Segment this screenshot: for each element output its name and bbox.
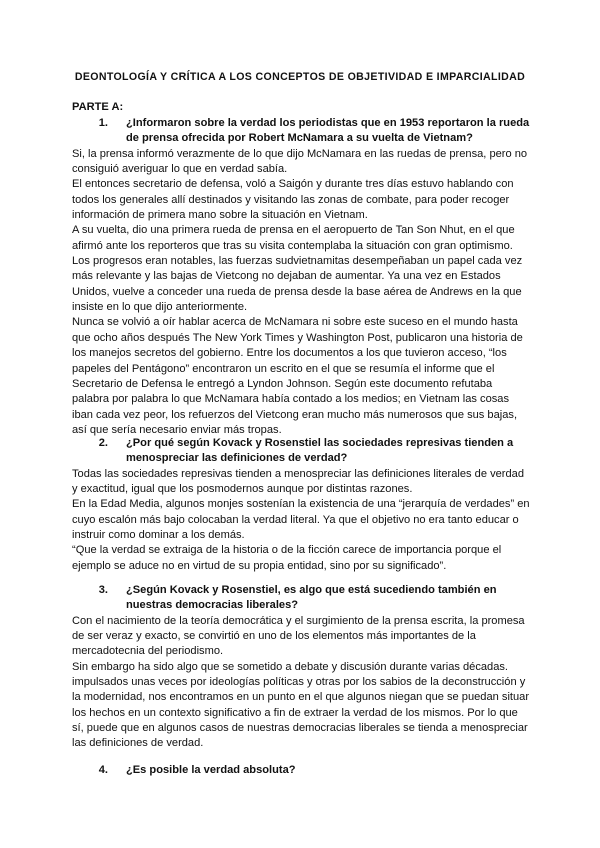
question-heading: [72, 583, 542, 614]
answer-paragraph: El entonces secretario de defensa, voló a Saigón y durante tres días estuvo hablando con todos los generales allí destinados y visitando las zonas de combate, para poder recoger información de primera mano sobre la situación en Vietnam.: [72, 178, 514, 222]
answer: [72, 467, 542, 574]
answer: [72, 147, 542, 439]
answer-paragraph: Todas las sociedades represivas tienden a menospreciar las definiciones literales de verdad y exactitud, igual que los posmodernos aunque por distintas razones.: [72, 467, 525, 496]
question-block-4: [72, 763, 542, 778]
answer-paragraph: En la Edad Media, algunos monjes sostenían la existencia de una “jerarquía de verdades” en cuyo escalón más bajo colocaban la verdad literal. Ya que el objetivo no era tanto educar o instruir como dominar a los demás.: [72, 498, 530, 542]
document-title: DEONTOLOGÍA Y CRÍTICA A LOS CONCEPTOS DE OBJETIVIDAD E IMPARCIALIDAD: [74, 71, 526, 83]
question-heading: [72, 436, 542, 467]
question-number: 2.: [98, 437, 108, 449]
answer-paragraph: Si, la prensa informó verazmente de lo que dijo McNamara en las ruedas de prensa, pero no consiguió averiguar lo que en verdad sabía.: [72, 147, 528, 176]
answer-paragraph: Sin embargo ha sido algo que se sometido a debate y discusión durante varias décadas. impulsados unas veces por ideologías políticas y otras por los sabios de la deconstrucción y la modernidad, nos encontramos en un punto en el que algunos niegan que se puedan situar los hechos en un contexto significativo a fin de extraer la verdad de los mismos. Por lo que sí, puede que en algunos casos de nuestras democracias liberales se tienda a menospreciar las definiciones de verdad.: [72, 660, 530, 750]
question-number: 4.: [98, 764, 108, 776]
question-text: ¿Por qué según Kovack y Rosenstiel las sociedades represivas tienden a menospreciar las definiciones de verdad?: [126, 437, 514, 465]
question-text: ¿Según Kovack y Rosenstiel, es algo que está sucediendo también en nuestras democracias liberales?: [126, 584, 497, 612]
question-block-1: [72, 116, 542, 438]
answer-paragraph: Con el nacimiento de la teoría democrática y el surgimiento de la prensa escrita, la promesa de ser veraz y exacto, se convirtió en uno de los elementos más importantes de la mercadotecnia del periodismo.: [72, 614, 525, 658]
answer-paragraph: Nunca se volvió a oír hablar acerca de McNamara ni sobre este suceso en el mundo hasta que ocho años después The New York Times y Washington Post, publicaron una historia de los manejos secretos del gobierno. Entre los documentos a los que tuvieron acceso, “los papeles del Pentágono” encontraron un escrito en el que se resumía el informe que el Secretario de Defensa le entregó a Lyndon Johnson. Según este documento refutaba palabra por palabra lo que McNamara había contado a los medios; en Vietnam las cosas iban cada vez peor, los refuerzos del Vietcong eran mucho más numerosos que sus bajas, así que sería necesario enviar más tropas.: [72, 316, 523, 436]
question-text: ¿Informaron sobre la verdad los periodistas que en 1953 reportaron la rueda de prensa ofrecida por Robert McNamara a su vuelta de Vietnam?: [126, 117, 530, 145]
question-heading: [72, 763, 542, 778]
answer-paragraph: “Que la verdad se extraiga de la historia o de la ficción carece de importancia porque el ejemplo se aduce no en virtud de su propia entidad, sino por su significado”.: [72, 544, 502, 572]
question-text: ¿Es posible la verdad absoluta?: [126, 764, 296, 776]
answer-paragraph: A su vuelta, dio una primera rueda de prensa en el aeropuerto de Tan Son Nhut, en el que afirmó ante los reporteros que tras su visita contemplaba la situación con gran optimismo. Los progresos eran notables, las fuerzas sudvietnamitas desempeñaban un papel cada vez más relevante y las bajas de Vietcong no dejaban de aumentar. Ya una vez en Estados Unidos, vuelve a conceder una rueda de prensa desde la base aérea de Andrews en la que insiste en lo que dijo anteriormente.: [72, 224, 523, 314]
section-heading: PARTE A:: [72, 101, 124, 113]
question-number: 1.: [98, 117, 108, 129]
answer: [72, 614, 542, 752]
question-number: 3.: [98, 584, 108, 596]
question-block-3: [72, 583, 542, 752]
question-block-2: [72, 436, 542, 574]
question-heading: [72, 116, 542, 147]
